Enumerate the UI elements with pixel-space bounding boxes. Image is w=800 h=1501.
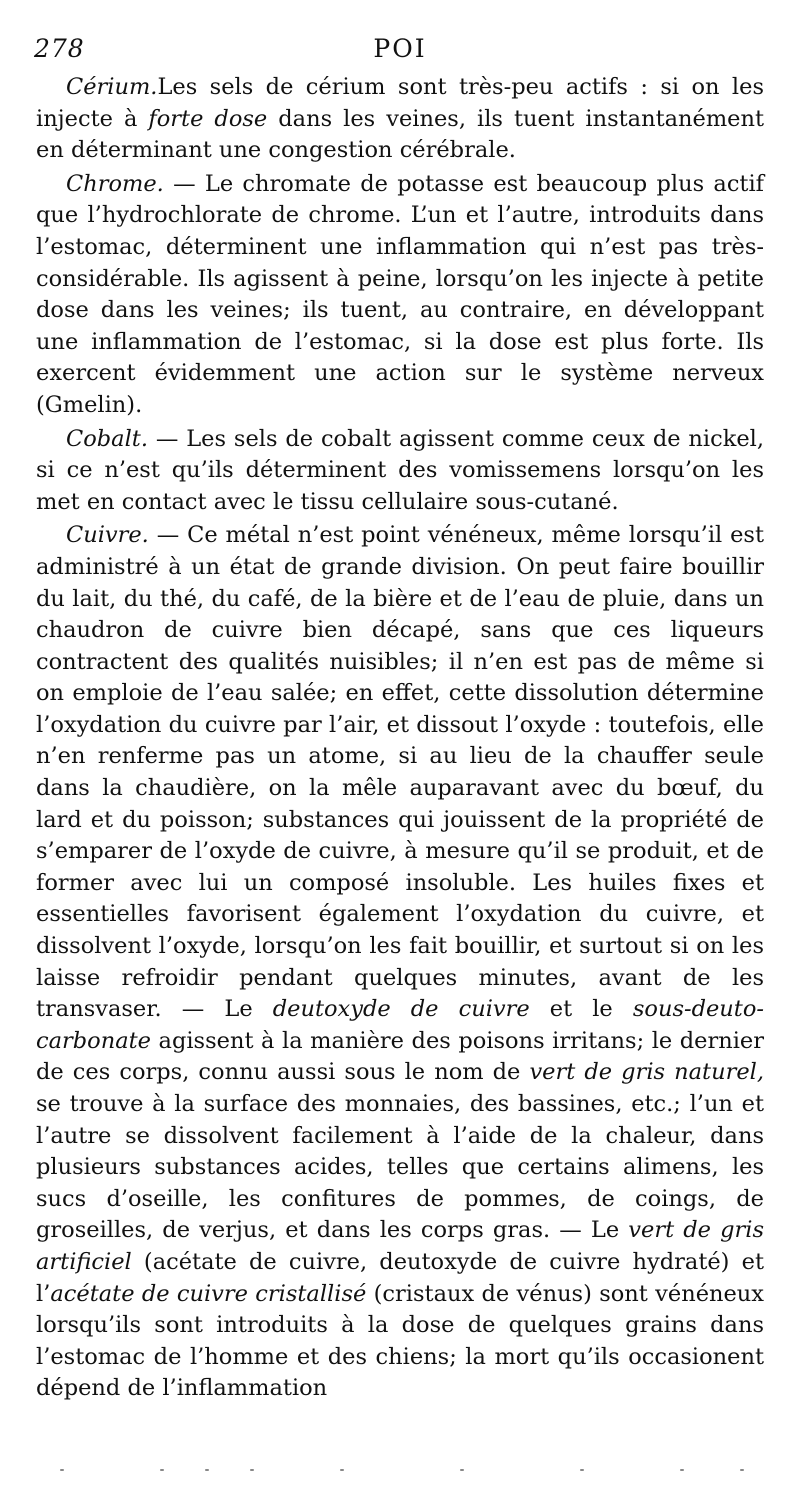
text-run: (acétate de cuivre, deutoxyde de cuivre hydraté) et l’: [36, 1248, 764, 1307]
italic-phrase: acétate de cuivre cristallisé: [50, 1280, 367, 1307]
text-run: dans les veines, ils tuent instantanément en déterminant une congestion cérébrale.: [36, 105, 765, 164]
text-run: (cristaux de vénus) sont vénéneux lorsqu’ils sont introduits à la dose de quelques grains dans l’estomac de l’homme et des chiens; la mort qu’ils occasionent dépend de l’inflammation: [36, 1280, 764, 1402]
italic-phrase: deutoxyde de cuivre: [272, 996, 530, 1023]
text-run: Les sels de cérium sont très-peu actifs : si on les injecte à: [36, 74, 764, 132]
italic-phrase: vert de gris naturel,: [529, 1059, 764, 1086]
paragraph-term: Cobalt.: [66, 425, 148, 452]
text-run: se trouve à la surface des monnaies, des bassines, etc.; l’un et l’autre se dissolvent facilement à l’aide de la chaleur, dans plusieurs substances acides, telles que certains alimens, les sucs d’oseille, les confitures de pommes, de coings, de groseilles, de verjus, et dans les corps gras. — Le: [36, 1091, 764, 1244]
bottom-print-speckles: [40, 1467, 760, 1473]
text-run: — Le chromate de potasse est beaucoup plus actif que l’hydrochlorate de chrome. L’un et l’autre, introduits dans l’estomac, déterminent une inflammation qui n’est pas très-considérable. Ils agissent à peine, lorsqu’on les injecte à petite dose dans les veines; ils tuent, au contraire, en développant une inflammation de l’estomac, si la dose est plus forte. Ils exercent évidemment une action sur le système nerveux (Gmelin).: [36, 170, 764, 418]
paragraph: [36, 520, 764, 1405]
paragraph-term: Cérium.: [66, 74, 158, 100]
paragraph: [36, 424, 764, 519]
text-run: et le: [529, 996, 633, 1023]
italic-phrase: vert de gris artificiel: [36, 1217, 765, 1275]
paragraph: [36, 169, 764, 422]
paragraph-term: Cuivre.: [66, 522, 149, 549]
running-head: POI: [373, 34, 427, 63]
italic-phrase: forte dose: [148, 105, 268, 132]
body-text: [36, 72, 764, 1405]
page-header: [0, 34, 800, 70]
text-run: — Ce métal n’est point vénéneux, même lorsqu’il est administré à un état de grande division. On peut faire bouillir du lait, du thé, du café, de la bière et de l’eau de pluie, dans un chaudron de cuivre bien décapé, sans que ces liqueurs contractent des qualités nuisibles; il n’en est pas de même si on emploie de l’eau salée; en effet, cette dissolution détermine l’oxydation du cuivre par l’air, et dissout l’oxyde : toutefois, elle n’en renferme pas un atome, si au lieu de la chauffer seule dans la chaudière, on la mêle auparavant avec du bœuf, du lard et du poisson; substances qui jouissent de la propriété de s’emparer de l’oxyde de cuivre, à mesure qu’il se produit, et de former avec lui un composé insoluble. Les huiles fixes et essentielles favorisent également l’oxydation du cuivre, et dissolvent l’oxyde, lorsqu’on les fait bouillir, et surtout si on les laisse refroidir pendant quelques minutes, avant de les transvaser. — Le: [36, 522, 764, 1023]
text-run: agissent à la manière des poisons irritans; le dernier de ces corps, connu aussi sous le nom de: [36, 1027, 764, 1086]
paragraph: [36, 72, 764, 167]
page-number: 278: [34, 34, 85, 63]
text-run: — Les sels de cobalt agissent comme ceux de nickel, si ce n’est qu’ils déterminent des vomissemens lorsqu’on les met en contact avec le tissu cellulaire sous-cutané.: [36, 425, 764, 515]
italic-phrase: sous-deuto-carbonate: [36, 996, 764, 1054]
paragraph-term: Chrome.: [66, 170, 164, 197]
